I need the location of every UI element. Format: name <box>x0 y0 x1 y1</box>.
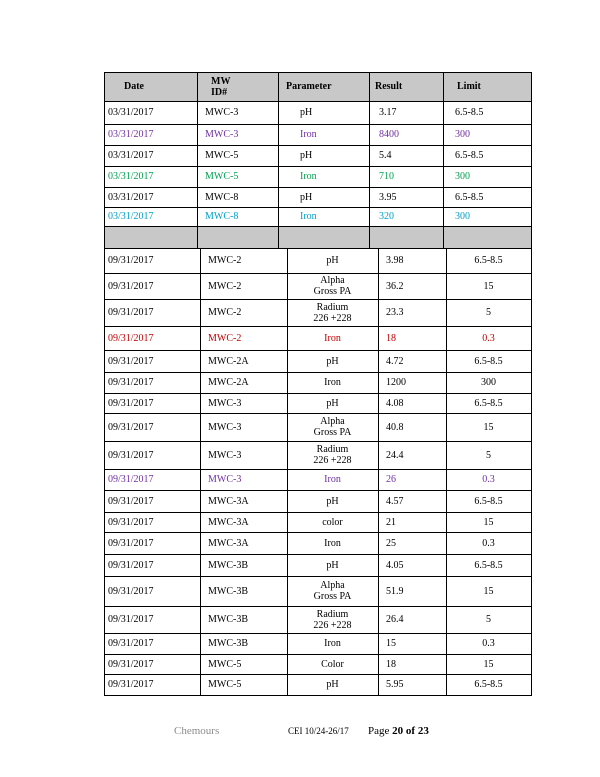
table-cell-mw: MWC-3 <box>208 421 242 433</box>
table-cell-mw: MWC-2A <box>208 355 249 367</box>
table-cell-mw: MWC-3A <box>208 495 249 507</box>
table-cell-result: 23.3 <box>386 307 404 318</box>
table-cell-limit: 15 <box>483 280 494 292</box>
table-cell-mw: MWC-2 <box>208 280 242 292</box>
footer <box>0 724 600 738</box>
table-row-rule <box>104 145 532 146</box>
table-cell-param: Iron <box>324 474 341 485</box>
table-cell-date: 09/31/2017 <box>108 421 154 433</box>
table-row-rule <box>104 72 532 73</box>
table-cell-date: 09/31/2017 <box>108 559 154 571</box>
table-cell-result: 3.17 <box>379 107 397 118</box>
table-cell-mw: MWC-5 <box>208 658 242 670</box>
table-row-rule <box>104 207 532 208</box>
table-column-rule <box>531 72 532 248</box>
table-cell-limit: 6.5-8.5 <box>455 150 484 161</box>
table-cell-result: 26 <box>386 474 396 485</box>
table-cell-date: 09/31/2017 <box>108 658 154 670</box>
table-cell-result: 710 <box>379 171 394 182</box>
table-row-rule <box>104 606 532 607</box>
table-cell-date: 09/31/2017 <box>108 280 154 292</box>
table-column-rule <box>443 72 444 248</box>
table-cell-date: 09/31/2017 <box>108 397 154 409</box>
table-cell-limit: 6.5-8.5 <box>474 679 503 690</box>
table-cell-result: 36.2 <box>386 280 404 292</box>
table-row-rule <box>104 226 532 227</box>
table-cell-limit: 0.3 <box>482 474 495 485</box>
table-cell-param: Color <box>321 658 344 670</box>
table-cell-mw: MWC-3B <box>208 585 248 597</box>
table-cell-param: Iron <box>324 377 341 388</box>
table-cell-date: 03/31/2017 <box>108 171 154 182</box>
table-cell-result: 26.4 <box>386 614 404 625</box>
table-cell-result: 15 <box>386 638 396 649</box>
table-cell-limit: 6.5-8.5 <box>474 397 503 409</box>
table-column-rule <box>104 248 105 696</box>
table-cell-limit: 15 <box>483 421 494 433</box>
table-row-rule <box>104 413 532 414</box>
table-cell-date: 03/31/2017 <box>108 107 154 118</box>
table-cell-date: 09/31/2017 <box>108 537 154 549</box>
table-cell-mw: MWC-3 <box>205 107 239 118</box>
table-cell-limit: 0.3 <box>482 332 495 344</box>
table-row-rule <box>104 441 532 442</box>
table-cell-date: 09/31/2017 <box>108 679 154 690</box>
table-cell-result: 4.05 <box>386 559 404 571</box>
table-cell-result: 25 <box>386 537 396 549</box>
table-cell-date: 09/31/2017 <box>108 355 154 367</box>
table-cell-mw: MWC-3 <box>205 129 239 140</box>
table-cell-limit: 300 <box>455 171 470 182</box>
table-cell-result: 5.95 <box>386 679 404 690</box>
table-cell-date: 03/31/2017 <box>108 129 154 140</box>
table-cell-param: pH <box>300 191 313 203</box>
table-cell-date: 09/31/2017 <box>108 449 154 461</box>
table-cell-result: 3.95 <box>379 191 397 203</box>
table-cell-mw: MWC-3 <box>208 449 242 461</box>
table-column-rule <box>104 72 105 248</box>
table-cell-mw: MWC-3 <box>208 474 242 485</box>
table-row-rule <box>104 299 532 300</box>
table-cell-param: Alpha Gross PA <box>313 416 352 438</box>
table-row-rule <box>104 576 532 577</box>
footer-page-number: 20 <box>392 725 404 737</box>
table-cell-result: 21 <box>386 516 396 528</box>
table-cell-result: 40.8 <box>386 421 404 433</box>
table-cell-param: pH <box>326 397 339 409</box>
table-cell-limit: 15 <box>483 516 494 528</box>
table-cell-result: 24.4 <box>386 449 404 461</box>
table-cell-mw: MWC-2 <box>208 307 242 318</box>
table-row-rule <box>104 695 532 696</box>
table-cell-param: Alpha Gross PA <box>313 580 352 602</box>
table-cell-date: 09/31/2017 <box>108 516 154 528</box>
table-cell-date: 09/31/2017 <box>108 638 154 649</box>
table-cell-param: Iron <box>300 211 317 222</box>
table-row-rule <box>104 469 532 470</box>
footer-page <box>368 725 429 737</box>
table-cell-limit: 5 <box>486 614 491 625</box>
table-cell-date: 09/31/2017 <box>108 255 154 266</box>
footer-page-mid: of <box>403 725 418 737</box>
table-cell-date: 09/31/2017 <box>108 377 154 388</box>
table-cell-mw: MWC-2A <box>208 377 249 388</box>
table-cell-param: Iron <box>324 332 341 344</box>
table-cell-mw: MWC-5 <box>205 150 239 161</box>
table-cell-limit: 5 <box>486 307 491 318</box>
table-row-rule <box>104 166 532 167</box>
table-cell-limit: 15 <box>483 585 494 597</box>
table-cell-result: 4.08 <box>386 397 404 409</box>
table-cell-result: 8400 <box>379 129 399 140</box>
table-cell-limit: 300 <box>455 211 470 222</box>
table-cell-param: Radium 226 +228 <box>313 301 352 324</box>
table-cell-param: pH <box>326 679 339 690</box>
table-row-rule <box>104 554 532 555</box>
table-cell-mw: MWC-5 <box>208 679 242 690</box>
table-cell-result: 4.57 <box>386 495 404 507</box>
footer-page-prefix: Page <box>368 725 393 737</box>
table-cell-param: Radium 226 +228 <box>313 444 352 466</box>
table-cell-param: Iron <box>300 129 317 140</box>
header-mw-id: MW ID# <box>211 75 231 98</box>
table-cell-limit: 6.5-8.5 <box>474 355 503 367</box>
table-cell-mw: MWC-3B <box>208 614 248 625</box>
table-cell-param: pH <box>300 107 313 118</box>
table-row-rule <box>104 512 532 513</box>
table-cell-limit: 0.3 <box>482 638 495 649</box>
table-cell-date: 09/31/2017 <box>108 614 154 625</box>
table-row-rule <box>104 372 532 373</box>
table-row-rule <box>104 674 532 675</box>
table-cell-mw: MWC-8 <box>205 191 239 203</box>
table-cell-date: 09/31/2017 <box>108 307 154 318</box>
table-cell-param: pH <box>300 150 313 161</box>
table-column-rule <box>369 72 370 248</box>
table-row-rule <box>104 124 532 125</box>
table-cell-limit: 300 <box>481 377 496 388</box>
table-cell-limit: 6.5-8.5 <box>474 255 503 266</box>
table-cell-date: 09/31/2017 <box>108 332 154 344</box>
table-cell-param: Radium 226 +228 <box>313 608 352 631</box>
table-cell-limit: 0.3 <box>482 537 495 549</box>
table-row-rule <box>104 187 532 188</box>
table-cell-mw: MWC-3 <box>208 397 242 409</box>
table-row-rule <box>104 248 532 249</box>
table-cell-result: 320 <box>379 211 394 222</box>
table-cell-mw: MWC-8 <box>205 211 239 222</box>
table-cell-limit: 300 <box>455 129 470 140</box>
table-row-rule <box>104 654 532 655</box>
table-column-rule <box>278 72 279 248</box>
table-row-rule <box>104 326 532 327</box>
table-cell-date: 09/31/2017 <box>108 474 154 485</box>
footer-reference: CEI 10/24-26/17 <box>288 726 349 736</box>
table-cell-result: 1200 <box>386 377 406 388</box>
table-cell-param: Iron <box>300 171 317 182</box>
table-column-rule <box>200 248 201 696</box>
table-cell-param: color <box>322 516 343 528</box>
table-column-rule <box>197 72 198 248</box>
table-cell-limit: 5 <box>486 449 491 461</box>
header-date: Date <box>124 81 144 92</box>
footer-company: Chemours <box>174 725 220 737</box>
table-column-rule <box>287 248 288 696</box>
table-row-rule <box>104 393 532 394</box>
table-row-rule <box>104 101 532 102</box>
table-cell-mw: MWC-3B <box>208 638 248 649</box>
table-cell-param: pH <box>326 495 339 507</box>
table-cell-date: 03/31/2017 <box>108 211 154 222</box>
header-result: Result <box>375 81 403 92</box>
table-cell-param: pH <box>326 355 339 367</box>
table-row-rule <box>104 633 532 634</box>
table-cell-param: Iron <box>324 537 341 549</box>
table-column-rule <box>446 248 447 696</box>
table-cell-param: pH <box>326 255 339 266</box>
table-cell-mw: MWC-3A <box>208 537 249 549</box>
table-cell-result: 18 <box>386 332 396 344</box>
table-row-rule <box>104 273 532 274</box>
table-cell-limit: 6.5-8.5 <box>455 191 484 203</box>
table-column-rule <box>378 248 379 696</box>
table-cell-result: 3.98 <box>386 255 404 266</box>
table-cell-limit: 6.5-8.5 <box>474 495 503 507</box>
table-cell-date: 03/31/2017 <box>108 191 154 203</box>
table-cell-result: 4.72 <box>386 355 404 367</box>
table-cell-date: 03/31/2017 <box>108 150 154 161</box>
table-cell-result: 18 <box>386 658 396 670</box>
table-cell-param: pH <box>326 559 339 571</box>
table-cell-limit: 6.5-8.5 <box>474 559 503 571</box>
header-parameter: Parameter <box>286 81 332 92</box>
table-cell-param: Alpha Gross PA <box>313 275 352 297</box>
table-cell-date: 09/31/2017 <box>108 495 154 507</box>
table-cell-limit: 15 <box>483 658 494 670</box>
table-cell-result: 5.4 <box>379 150 392 161</box>
table-cell-mw: MWC-2 <box>208 255 242 266</box>
table-cell-param: Iron <box>324 638 341 649</box>
table-cell-date: 09/31/2017 <box>108 585 154 597</box>
table-row-rule <box>104 350 532 351</box>
table-cell-limit: 6.5-8.5 <box>455 107 484 118</box>
table-row-rule <box>104 532 532 533</box>
table-cell-mw: MWC-3A <box>208 516 249 528</box>
table-cell-result: 51.9 <box>386 585 404 597</box>
table-column-rule <box>531 248 532 696</box>
table-row-rule <box>104 490 532 491</box>
header-limit: Limit <box>457 81 481 92</box>
table-separator-row <box>104 226 531 248</box>
table-cell-mw: MWC-3B <box>208 559 248 571</box>
footer-page-total: 23 <box>417 725 429 737</box>
table-cell-mw: MWC-5 <box>205 171 239 182</box>
table-cell-mw: MWC-2 <box>208 332 242 344</box>
